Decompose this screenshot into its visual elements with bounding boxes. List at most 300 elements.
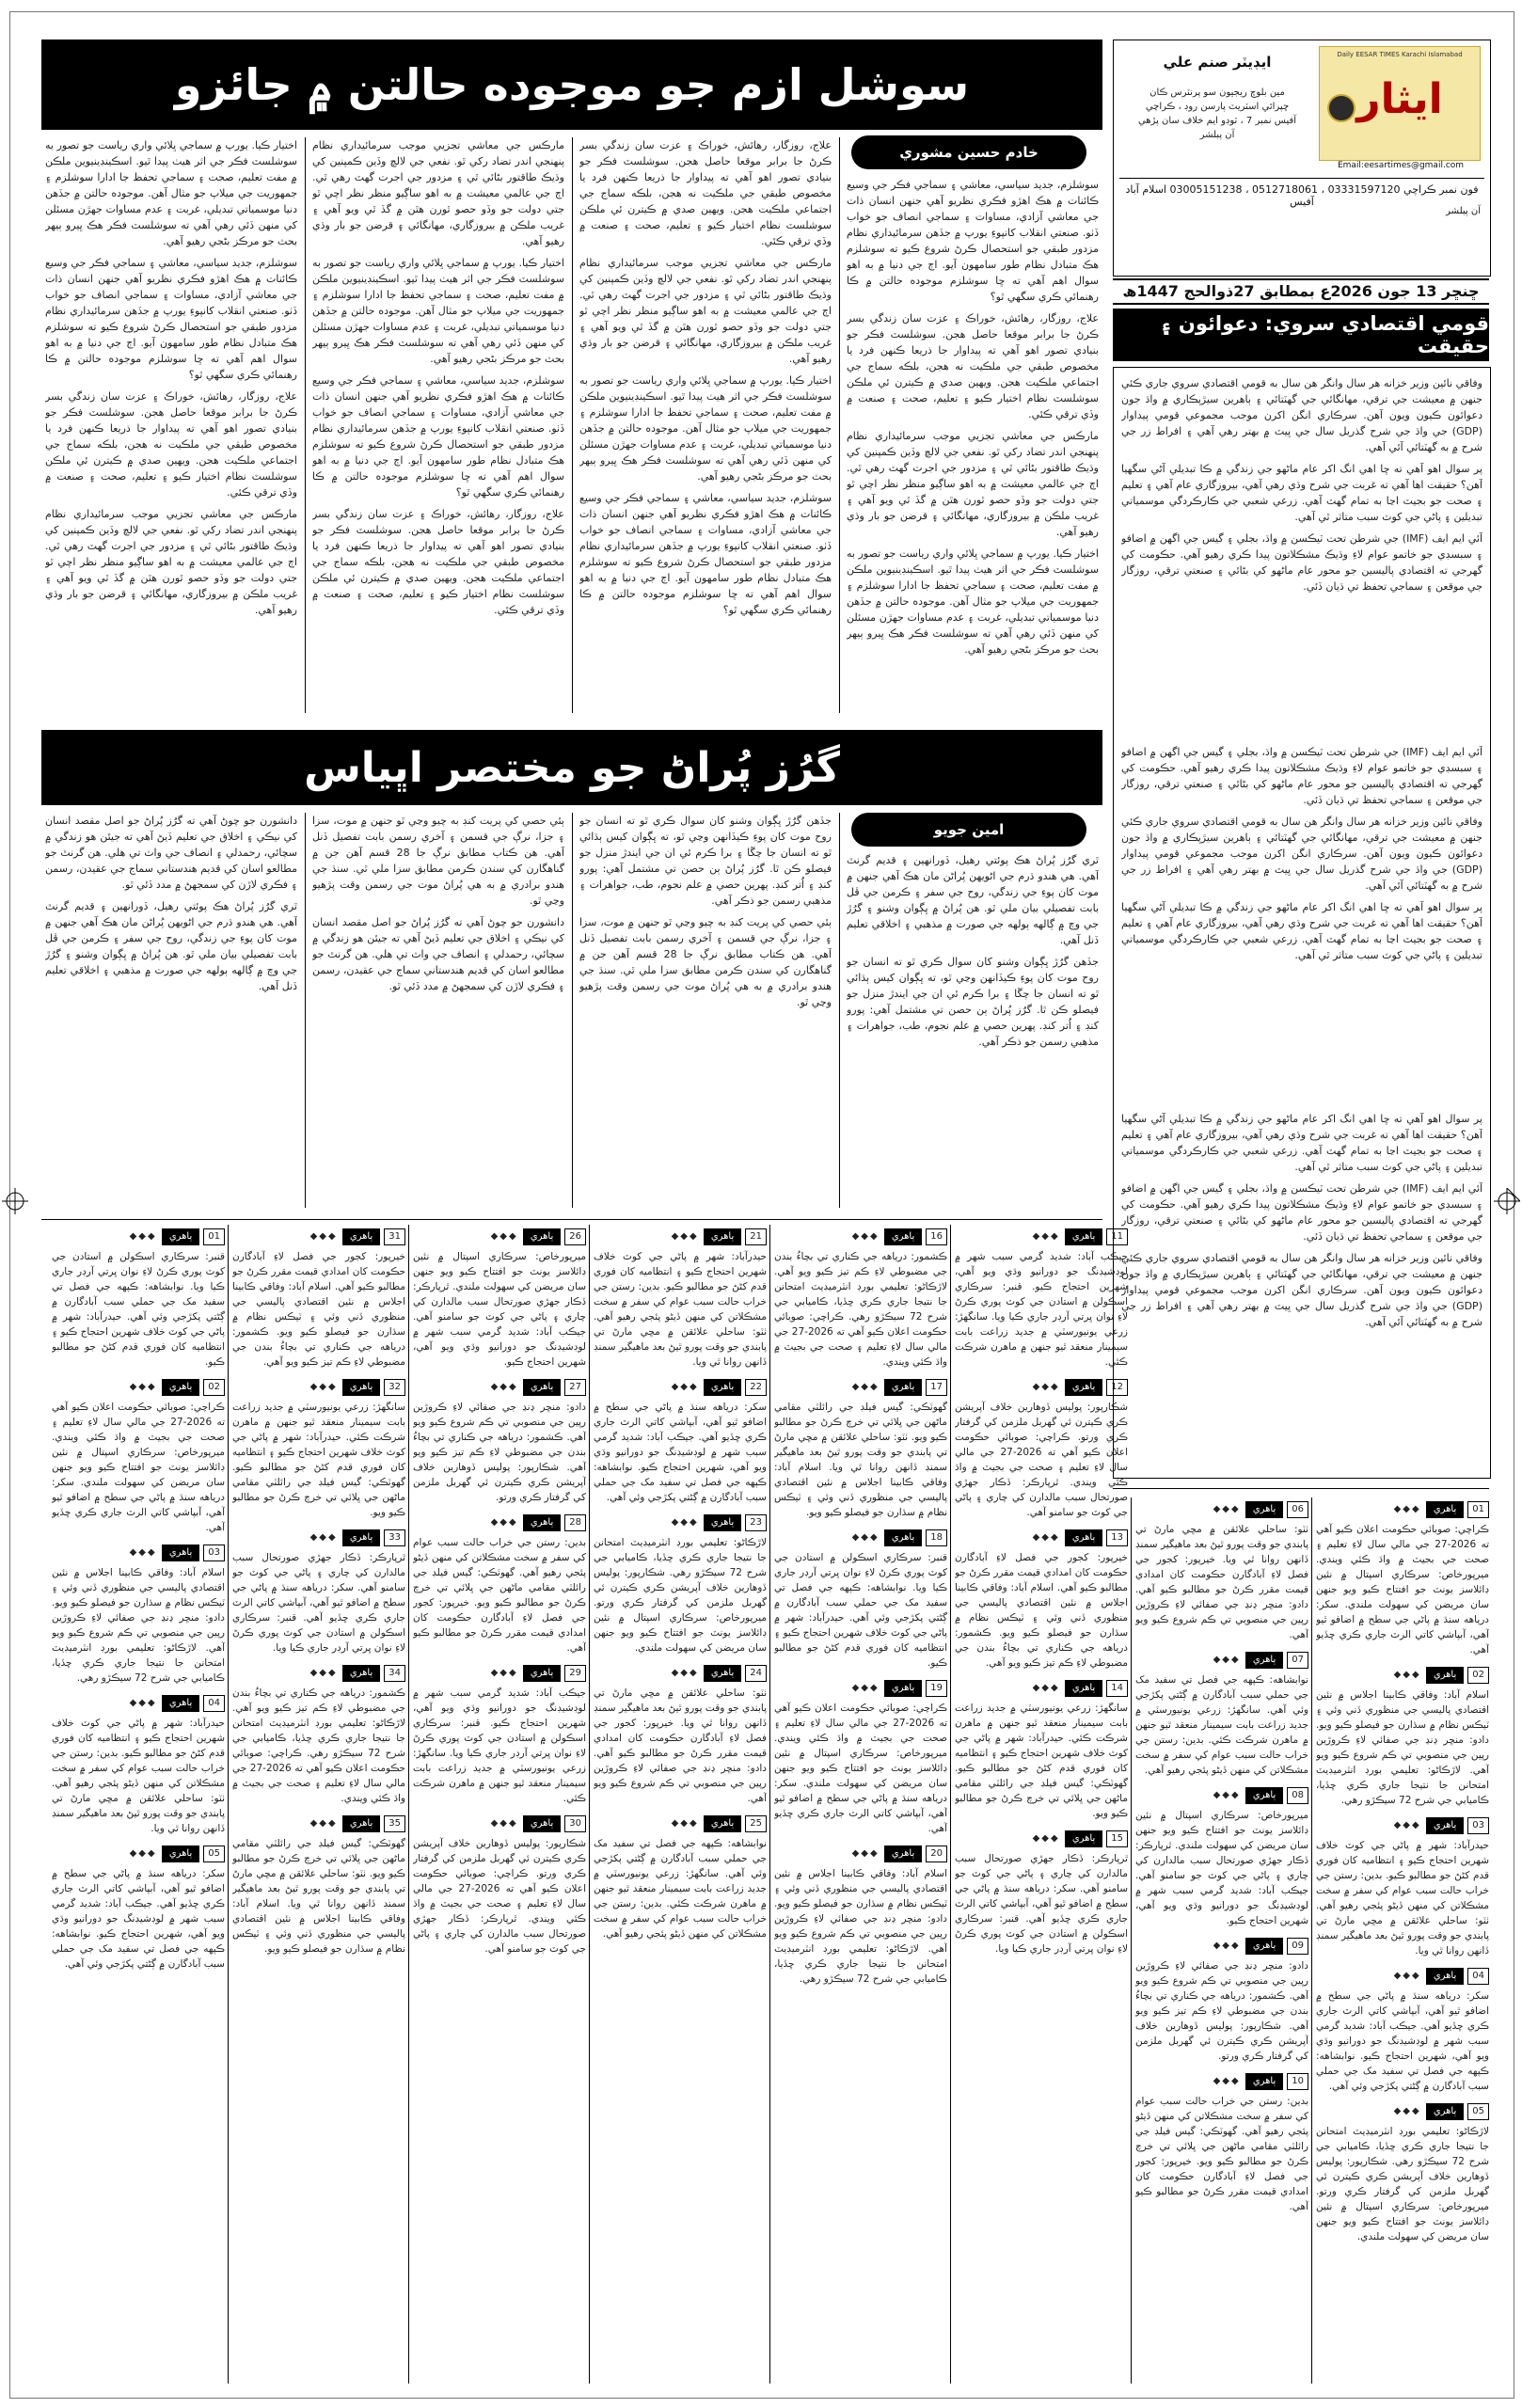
news-brief-number: 11 — [1106, 1228, 1128, 1245]
news-brief-text: سانگهڙ: زرعي يونيورسٽي ۾ جديد زراعت بابت سيمينار منعقد ٿيو جنهن ۾ ماهرن شرڪت ڪئي. حيدرآباد: شهر ۾ پاڻي جي کوٽ خلاف شهرين احتجاج ڪيو ۽ انتظاميه کان فوري قدم کڻڻ جو مطالبو ڪيو. گهوٽڪي: گيس فيلڊ جي رائلٽي مقامي ماڻهن جي ڀلائي تي خرچ ڪرڻ جو مطالبو ڪيو ويو. — [955, 1703, 1128, 1819]
paragraph: آئي ايم ايف (IMF) جي شرطن تحت ٽيڪسن ۾ واڌ، بجلي ۽ گيس جي اگهن ۾ اضافو ۽ سبسڊي جو خاتمو عوام لاءِ وڌيڪ مشڪلاتون پيدا ڪري رهيو آهي. حڪومت کي گهرجي ته اقتصادي پاليسين جو محور عام ماڻهو کي بڻائي ۽ صنعتي ترقي، روزگار جي موقعن ۽ سماجي تحفظ تي ڌيان ڏئي. — [1121, 1182, 1482, 1243]
phone-line — [1119, 183, 1484, 208]
news-brief — [232, 1225, 405, 1370]
news-brief-text: گهوٽڪي: گيس فيلڊ جي رائلٽي مقامي ماڻهن جي ڀلائي تي خرچ ڪرڻ جو مطالبو ڪيو ويو. ٺٽو: ساحلي علائقن ۾ مڇي مارڻ تي پابندي جو وقت پورو ٿيڻ بعد ماهيگير سمنڊ ڏانهن روانا ٿي ويا. اسلام آباد: وفاقي ڪابينا اجلاس ۾ نئين اقتصادي پاليسي جي منظوري ڏني وئي ۽ ٽيڪس نظام ۾ سڌارن جو فيصلو ڪيو ويو. — [774, 1402, 947, 1518]
news-brief-header — [232, 1812, 405, 1836]
news-brief — [413, 1225, 586, 1370]
side-article-col-2 — [1121, 744, 1482, 1101]
paragraph: دانشورن جو چوڻ آهي ته گرُز پُراڻ جو اصل مقصد انسان کي نيڪي ۽ اخلاق جي تعليم ڏيڻ آهي ته جيئن هو زندگي ۾ سچائي، رحمدلي ۽ انصاف جي واٽ تي هلي. هن گرنٿ جو مطالعو اسان کي قديم هندستاني سماج جي عقيدن، رسمن ۽ فڪري لاڙن کي سمجهڻ ۾ مدد ڏئي ٿو. — [45, 815, 297, 891]
news-brief-text: ڪراچي: صوبائي حڪومت اعلان ڪيو آهي ته 2026-27 جي مالي سال لاءِ تعليم ۽ صحت جي بجيٽ ۾ واڌ ڪئي ويندي. ميرپورخاص: سرڪاري اسپتال ۾ نئين ڊائلاسز يونٽ جو افتتاح ڪيو ويو جنهن سان مريضن کي سهولت ملندي. سکر: درياهه سنڌ ۾ پاڻي جي سطح ۾ اضافو ٿيو آهي، آبپاشي کاتي الرٽ جاري ڪري ڇڏيو آهي. — [774, 1703, 947, 1834]
news-brief-header — [774, 1375, 947, 1400]
column-rule — [950, 1225, 951, 2384]
address-line: آفيس نمبر 7 ، ٽوڊو ايم خلاف سان پڙهي — [1137, 116, 1297, 126]
paragraph: پر سوال اهو آهي ته ڇا اهي انگ اکر عام ماڻهو جي زندگي ۾ ڪا تبديلي آڻي سگهيا آهن؟ حقيقت اها آهي ته غربت جي شرح وڌي رهي آهي، بيروزگاري عام آهي ۽ تعليم ۽ صحت جو بجيٽ اڃا به تمام گهٽ آهي. زرعي شعبي جي ڪارڪردگي موسمياتي تبديلين ۽ پاڻي جي کوٽ سبب متاثر ٿي آهي. — [1121, 901, 1482, 961]
news-brief-stars: ◆◆◆ — [1213, 1655, 1245, 1665]
news-brief-tag: ٻاهري — [704, 1514, 741, 1531]
news-brief-number: 35 — [384, 1815, 405, 1832]
news-brief-header — [52, 1842, 225, 1866]
news-brief-text: نوابشاهه: ڪپهه جي فصل تي سفيد مک جي حملي سبب آبادگارن ۾ ڳڻتي پکڙجي وئي آهي. سانگهڙ: زرعي يونيورسٽي ۾ جديد زراعت بابت سيمينار منعقد ٿيو جنهن ۾ ماهرن شرڪت ڪئي. بدين: رستن جي خراب حالت سبب عوام کي سفر ۾ سخت مشڪلاتن کي منهن ڏيڻو پئجي رهيو آهي. — [594, 1838, 767, 1940]
news-brief-text: بدين: رستن جي خراب حالت سبب عوام کي سفر ۾ سخت مشڪلاتن کي منهن ڏيڻو پئجي رهيو آهي. گهوٽڪي: گيس فيلڊ جي رائلٽي مقامي ماڻهن جي ڀلائي تي خرچ ڪرڻ جو مطالبو ڪيو ويو. خيرپور: کجور جي فصل لاءِ آبادگارن حڪومت کان امدادي قيمت مقرر ڪرڻ جو مطالبو ڪيو آهي. — [1135, 2096, 1308, 2212]
news-brief — [1316, 1814, 1489, 1958]
news-brief-column — [232, 1225, 405, 2384]
news-brief — [232, 1812, 405, 1956]
news-brief-stars: ◆◆◆ — [129, 1547, 162, 1558]
news-brief-text: اسلام آباد: وفاقي ڪابينا اجلاس ۾ نئين اقتصادي پاليسي جي منظوري ڏني وئي ۽ ٽيڪس نظام ۾ سڌارن جو فيصلو ڪيو ويو. دادو: منڇر ڍنڍ جي صفائي لاءِ ڪروڙين رپين جي منصوبي تي ڪم شروع ڪيو ويو آهي. لاڙڪاڻو: تعليمي بورڊ انٽرميڊيٽ امتحانن جا نتيجا جاري ڪري ڇڏيا، ڪاميابي جي شرح 72 سيڪڙو رهي. — [774, 1868, 947, 1985]
news-brief — [413, 1511, 586, 1656]
paragraph: پر سوال اهو آهي ته ڇا اهي انگ اکر عام ماڻهو جي زندگي ۾ ڪا تبديلي آڻي سگهيا آهن؟ حقيقت اها آهي ته غربت جي شرح وڌي رهي آهي، بيروزگاري عام آهي ۽ تعليم ۽ صحت جو بجيٽ اڃا به تمام گهٽ آهي. زرعي شعبي جي ڪارڪردگي موسمياتي تبديلين ۽ پاڻي جي کوٽ سبب متاثر ٿي آهي. — [1121, 1113, 1482, 1173]
paragraph: ٿري گرُز پُراڻ هڪ پوئتي رهيل، ڏورانهين ۽ قديم گرنٿ آهي. هي هندو ڌرم جي اڻويهن پُراڻن مان هڪ آهي جنهن ۾ موت کان پوءِ جي زندگي، روح جي سفر ۽ ڪرمن جي ڦل بابت تفصيلي بيان ملي ٿو. هن پُراڻ ۾ ڀڳوان وشنو ۽ گرُڙ جي وچ ۾ ڳالهه ٻولهه جي صورت ۾ مذهبي ۽ اخلاقي تعليم ڏنل آهي. — [847, 854, 1099, 946]
second-article — [41, 809, 1102, 1213]
news-brief-stars: ◆◆◆ — [129, 1382, 162, 1392]
paragraph: سوشلزم، جديد سياسي، معاشي ۽ سماجي فڪر جي وسيع ڪائنات ۾ هڪ اهڙو فڪري نظريو آهي جنهن انسان ذات جي معاشي آزادي، مساوات ۽ سماجي انصاف جو خواب ڏٺو. صنعتي انقلاب کانپوءِ يورپ ۾ جڏهن سرمائيداري نظام مزدور طبقي جو استحصال ڪرڻ شروع ڪيو ته سوشلزم هڪ متبادل نظام طور سامهون آيو. اڄ جي دنيا ۾ به اهو سوال اهم آهي ته ڇا سوشلزم موجوده حالتن ۾ ڪا رهنمائي ڪري سگهي ٿو؟ — [847, 179, 1099, 303]
registration-mark-left-icon — [2, 1188, 28, 1214]
news-brief-text: شڪارپور: پوليس ڏوهارين خلاف آپريشن ڪري ڪيترن ئي گهربل ملزمن کي گرفتار ڪري ورتو. ڪراچي: صوبائي حڪومت اعلان ڪيو آهي ته 2026-27 جي مالي سال لاءِ تعليم ۽ صحت جي بجيٽ ۾ واڌ ڪئي ويندي. ٿرپارڪر: ڏڪار جهڙي صورتحال سبب مالدارن کي چاري ۽ پاڻي جي کوٽ جو سامنو آهي. — [955, 1402, 1128, 1518]
news-brief-tag: ٻاهري — [342, 1665, 380, 1682]
column-rule — [1131, 1497, 1132, 2384]
news-brief-text: لاڙڪاڻو: تعليمي بورڊ انٽرميڊيٽ امتحانن جا نتيجا جاري ڪري ڇڏيا، ڪاميابي جي شرح 72 سيڪڙو رهي. شڪارپور: پوليس ڏوهارين خلاف آپريشن ڪري ڪيترن ئي گهربل ملزمن کي گرفتار ڪري ورتو. ميرپورخاص: سرڪاري اسپتال ۾ نئين ڊائلاسز يونٽ جو افتتاح ڪيو ويو جنهن سان مريضن کي سهولت ملندي. — [1316, 2126, 1489, 2242]
second-byline: امين جويو — [851, 813, 1086, 847]
news-brief-header — [594, 1661, 767, 1686]
news-brief-number: 12 — [1106, 1379, 1128, 1396]
news-brief-text: سکر: درياهه سنڌ ۾ پاڻي جي سطح ۾ اضافو ٿيو آهي، آبپاشي کاتي الرٽ جاري ڪري ڇڏيو آهي. جيڪب آباد: شديد گرمي سبب شهر ۾ لوڊشيڊنگ جو دورانيو وڌي ويو آهي، شهرين احتجاج ڪيو. نوابشاهه: ڪپهه جي فصل تي سفيد مک جي حملي سبب آبادگارن ۾ ڳڻتي پکڙجي وئي آهي. — [1316, 1990, 1489, 2092]
news-brief-text: سکر: درياهه سنڌ ۾ پاڻي جي سطح ۾ اضافو ٿيو آهي، آبپاشي کاتي الرٽ جاري ڪري ڇڏيو آهي. جيڪب آباد: شديد گرمي سبب شهر ۾ لوڊشيڊنگ جو دورانيو وڌي ويو آهي، شهرين احتجاج ڪيو. نوابشاهه: ڪپهه جي فصل تي سفيد مک جي حملي سبب آبادگارن ۾ ڳڻتي پکڙجي وئي آهي. — [52, 1868, 225, 1970]
news-brief — [594, 1375, 767, 1505]
news-brief-stars: ◆◆◆ — [309, 1382, 342, 1392]
main-article-col-4 — [45, 137, 297, 713]
news-brief-tag: ٻاهري — [1065, 1379, 1102, 1396]
news-brief-stars: ◆◆◆ — [490, 1668, 523, 1678]
news-brief-text: سانگهڙ: زرعي يونيورسٽي ۾ جديد زراعت بابت سيمينار منعقد ٿيو جنهن ۾ ماهرن شرڪت ڪئي. حيدرآباد: شهر ۾ پاڻي جي کوٽ خلاف شهرين احتجاج ڪيو ۽ انتظاميه کان فوري قدم کڻڻ جو مطالبو ڪيو. گهوٽڪي: گيس فيلڊ جي رائلٽي مقامي ماڻهن جي ڀلائي تي خرچ ڪرڻ جو مطالبو ڪيو ويو. — [232, 1402, 405, 1518]
news-brief-number: 08 — [1287, 1787, 1308, 1804]
news-brief-stars: ◆◆◆ — [851, 1382, 884, 1392]
address-line: آن پبلشر — [1199, 130, 1235, 140]
news-brief-tag: ٻاهري — [162, 1695, 199, 1712]
news-brief — [774, 1676, 947, 1836]
masthead — [1113, 40, 1491, 277]
second-article-col-3 — [312, 813, 564, 1208]
news-brief-number: 16 — [926, 1228, 947, 1245]
news-brief-column — [1316, 1497, 1489, 2384]
paragraph: اختيار ڪيا. يورپ ۾ سماجي ڀلائي واري رياست جو تصور به سوشلسٽ فڪر جي اثر هيٺ پيدا ٿيو. اسڪينڊينيوين ملڪن ۾ مفت تعليم، صحت ۽ سماجي تحفظ جا ادارا سوشلزم ۽ جمهوريت جي ميلاپ جو مثال آهن. موجوده حالتن ۾ جڏهن دنيا موسمياتي تبديلي، غربت ۽ عدم مساوات جهڙن مسئلن کي منهن ڏئي رهي آهي ته سوشلسٽ فڪر هڪ ڀيرو ٻيهر بحث جو مرڪز بڻجي رهيو آهي. — [45, 139, 297, 247]
news-brief-header — [774, 1225, 947, 1249]
news-brief-tag: ٻاهري — [523, 1665, 561, 1682]
news-brief-number: 31 — [384, 1228, 405, 1245]
news-brief-header — [594, 1375, 767, 1400]
news-brief-number: 09 — [1287, 1938, 1308, 1955]
news-brief-header — [232, 1526, 405, 1550]
news-brief-header — [955, 1526, 1128, 1550]
news-brief-column — [52, 1225, 225, 2384]
news-brief-number: 25 — [745, 1815, 767, 1832]
column-rule — [1311, 1497, 1312, 2384]
news-brief-stars: ◆◆◆ — [1032, 1532, 1065, 1543]
news-brief-text: جيڪب آباد: شديد گرمي سبب شهر ۾ لوڊشيڊنگ جو دورانيو وڌي ويو آهي، شهرين احتجاج ڪيو. قنبر: سرڪاري اسڪولن ۾ استادن جي کوٽ پوري ڪرڻ لاءِ نوان ڀرتي آرڊر جاري ڪيا ويا. سانگهڙ: زرعي يونيورسٽي ۾ جديد زراعت بابت سيمينار منعقد ٿيو جنهن ۾ ماهرن شرڪت ڪئي. — [955, 1251, 1128, 1368]
news-brief-tag: ٻاهري — [704, 1815, 741, 1832]
column-rule — [839, 813, 840, 1208]
news-brief-text: ميرپورخاص: سرڪاري اسپتال ۾ نئين ڊائلاسز يونٽ جو افتتاح ڪيو ويو جنهن سان مريضن کي سهولت ملندي. ٿرپارڪر: ڏڪار جهڙي صورتحال سبب مالدارن کي چاري ۽ پاڻي جي کوٽ جو سامنو آهي. جيڪب آباد: شديد گرمي سبب شهر ۾ لوڊشيڊنگ جو دورانيو وڌي ويو آهي، شهرين احتجاج ڪيو. — [1135, 1810, 1308, 1926]
news-brief-header — [232, 1661, 405, 1686]
news-brief-tag: ٻاهري — [704, 1379, 741, 1396]
news-brief-stars: ◆◆◆ — [1393, 1820, 1426, 1830]
news-brief-number: 14 — [1106, 1680, 1128, 1697]
address-line: ڇپرائي اسٽريٽ پارسن روڊ ، ڪراچي — [1145, 102, 1290, 112]
news-brief-header — [1135, 1783, 1308, 1808]
side-article-col-1 — [1121, 375, 1482, 733]
news-brief-header — [1316, 1497, 1489, 1522]
news-brief — [413, 1375, 586, 1505]
news-brief-text: حيدرآباد: شهر ۾ پاڻي جي کوٽ خلاف شهرين احتجاج ڪيو ۽ انتظاميه کان فوري قدم کڻڻ جو مطالبو ڪيو. بدين: رستن جي خراب حالت سبب عوام کي سفر ۾ سخت مشڪلاتن کي منهن ڏيڻو پئجي رهيو آهي. ٺٽو: ساحلي علائقن ۾ مڇي مارڻ تي پابندي جو وقت پورو ٿيڻ بعد ماهيگير سمنڊ ڏانهن روانا ٿي ويا. — [594, 1251, 767, 1368]
news-brief-number: 03 — [1467, 1817, 1489, 1834]
news-brief-column — [413, 1225, 586, 2384]
news-brief-tag: ٻاهري — [523, 1514, 561, 1531]
news-brief — [232, 1661, 405, 1806]
paragraph: سوشلزم، جديد سياسي، معاشي ۽ سماجي فڪر جي وسيع ڪائنات ۾ هڪ اهڙو فڪري نظريو آهي جنهن انسان ذات جي معاشي آزادي، مساوات ۽ سماجي انصاف جو خواب ڏٺو. صنعتي انقلاب کانپوءِ يورپ ۾ جڏهن سرمائيداري نظام مزدور طبقي جو استحصال ڪرڻ شروع ڪيو ته سوشلزم هڪ متبادل نظام طور سامهون آيو. اڄ جي دنيا ۾ به اهو سوال اهم آهي ته ڇا سوشلزم موجوده حالتن ۾ ڪا رهنمائي ڪري سگهي ٿو؟ — [45, 257, 297, 381]
news-brief — [1135, 1497, 1308, 1642]
news-brief — [774, 1375, 947, 1520]
news-brief-tag: ٻاهري — [1426, 1667, 1464, 1684]
news-brief-number: 04 — [203, 1695, 225, 1712]
news-brief — [594, 1511, 767, 1656]
news-brief-header — [955, 1375, 1128, 1400]
news-brief-header — [413, 1812, 586, 1836]
news-brief-header — [1316, 2099, 1489, 2124]
news-brief-number: 01 — [203, 1228, 225, 1245]
news-brief-tag: ٻاهري — [342, 1815, 380, 1832]
news-brief-number: 20 — [926, 1846, 947, 1862]
news-brief-header — [232, 1375, 405, 1400]
news-brief-tag: ٻاهري — [704, 1665, 741, 1682]
paragraph: وفاقي نائين وزير خزانه هر سال وانگر هن سال به قومي اقتصادي سروي جاري ڪئي جنهن ۾ معيشت جي ترقي، مهانگائي جي گهٽتائي ۽ ٻاهرين سيڙپڪاري ۾ واڌ جون دعوائون ڪيون ويون آهن. سرڪاري انگن اکرن موجب مجموعي قومي پيداوار (GDP) جي واڌ جي شرح گذريل سال جي ڀيٽ ۾ بهتر رهي آهي ۽ افراط زر جي شرح ۾ به گهٽتائي آئي آهي. — [1121, 377, 1482, 453]
paragraph: علاج، روزگار، رهائش، خوراڪ ۽ عزت سان زندگي بسر ڪرڻ جا برابر موقعا حاصل هجن. سوشلسٽ فڪر جو بنيادي تصور اهو آهي ته پيداوار جا ذريعا ڪنهن فرد يا مخصوص طبقي جي ملڪيت نه هجن، بلڪه سماج جي اجتماعي ملڪيت هجن. ويهين صدي ۾ ڪيترن ئي ملڪن سوشلسٽ نظام اختيار ڪيو ۽ تعليم، صحت ۽ صنعت ۾ وڏي ترقي ڪئي. — [847, 312, 1099, 420]
news-brief-number: 26 — [564, 1228, 586, 1245]
paragraph: آئي ايم ايف (IMF) جي شرطن تحت ٽيڪسن ۾ واڌ، بجلي ۽ گيس جي اگهن ۾ اضافو ۽ سبسڊي جو خاتمو عوام لاءِ وڌيڪ مشڪلاتون پيدا ڪري رهيو آهي. حڪومت کي گهرجي ته اقتصادي پاليسين جو محور عام ماڻهو کي بڻائي ۽ صنعتي ترقي، روزگار جي موقعن ۽ سماجي تحفظ تي ڌيان ڏئي. — [1121, 746, 1482, 806]
news-brief-stars: ◆◆◆ — [309, 1231, 342, 1242]
news-brief-text: بدين: رستن جي خراب حالت سبب عوام کي سفر ۾ سخت مشڪلاتن کي منهن ڏيڻو پئجي رهيو آهي. گهوٽڪي: گيس فيلڊ جي رائلٽي مقامي ماڻهن جي ڀلائي تي خرچ ڪرڻ جو مطالبو ڪيو ويو. خيرپور: کجور جي فصل لاءِ آبادگارن حڪومت کان امدادي قيمت مقرر ڪرڻ جو مطالبو ڪيو آهي. — [413, 1537, 586, 1654]
side-headline: قومي اقتصادي سروي: دعوائون ۽ حقيقت — [1113, 309, 1489, 361]
news-brief-number: 06 — [1287, 1501, 1308, 1518]
news-brief-header — [594, 1812, 767, 1836]
news-brief — [774, 1526, 947, 1671]
news-brief-number: 34 — [384, 1665, 405, 1682]
news-brief-header — [52, 1225, 225, 1249]
news-brief — [1316, 2099, 1489, 2244]
news-brief-number: 22 — [745, 1379, 767, 1396]
second-article-col-2 — [579, 813, 832, 1208]
news-brief-text: ٿرپارڪر: ڏڪار جهڙي صورتحال سبب مالدارن کي چاري ۽ پاڻي جي کوٽ جو سامنو آهي. سکر: درياهه سنڌ ۾ پاڻي جي سطح ۾ اضافو ٿيو آهي، آبپاشي کاتي الرٽ جاري ڪري ڇڏيو آهي. قنبر: سرڪاري اسڪولن ۾ استادن جي کوٽ پوري ڪرڻ لاءِ نوان ڀرتي آرڊر جاري ڪيا ويا. — [955, 1853, 1128, 1955]
news-brief-stars: ◆◆◆ — [1393, 2106, 1426, 2116]
news-brief-column — [955, 1225, 1128, 2384]
news-brief-number: 18 — [926, 1529, 947, 1546]
news-brief-header — [594, 1511, 767, 1535]
news-brief-stars: ◆◆◆ — [1032, 1382, 1065, 1392]
column-rule — [228, 1225, 229, 2384]
column-rule — [589, 1225, 590, 2384]
news-brief-stars: ◆◆◆ — [851, 1532, 884, 1543]
news-brief — [1135, 1648, 1308, 1778]
date-line: ڇنڇر 13 جون 2026ع بمطابق 27ذوالحج 1447ھ — [1113, 278, 1489, 305]
news-brief — [1316, 1964, 1489, 2094]
news-brief-header — [413, 1225, 586, 1249]
news-brief-tag: ٻاهري — [1065, 1830, 1102, 1847]
news-brief-stars: ◆◆◆ — [851, 1683, 884, 1693]
news-brief — [955, 1375, 1128, 1520]
news-brief-stars: ◆◆◆ — [309, 1668, 342, 1678]
paragraph: علاج، روزگار، رهائش، خوراڪ ۽ عزت سان زندگي بسر ڪرڻ جا برابر موقعا حاصل هجن. سوشلسٽ فڪر جو بنيادي تصور اهو آهي ته پيداوار جا ذريعا ڪنهن فرد يا مخصوص طبقي جي ملڪيت نه هجن، بلڪه سماج جي اجتماعي ملڪيت هجن. ويهين صدي ۾ ڪيترن ئي ملڪن سوشلسٽ نظام اختيار ڪيو ۽ تعليم، صحت ۽ صنعت ۾ وڏي ترقي ڪئي. — [312, 508, 564, 616]
news-brief — [955, 1827, 1128, 1956]
news-brief-tag: ٻاهري — [162, 1846, 199, 1862]
news-brief-header — [232, 1225, 405, 1249]
email-line: Email:eesartimes@gmail.com — [1337, 161, 1465, 170]
paragraph: ٿري گرُز پُراڻ هڪ پوئتي رهيل، ڏورانهين ۽ قديم گرنٿ آهي. هي هندو ڌرم جي اڻويهن پُراڻن مان هڪ آهي جنهن ۾ موت کان پوءِ جي زندگي، روح جي سفر ۽ ڪرمن جي ڦل بابت تفصيلي بيان ملي ٿو. هن پُراڻ ۾ ڀڳوان وشنو ۽ گرُڙ جي وچ ۾ ڳالهه ٻولهه جي صورت ۾ مذهبي ۽ اخلاقي تعليم ڏنل آهي. — [45, 900, 297, 992]
main-article-col-2 — [579, 137, 832, 713]
news-brief-number: 05 — [203, 1846, 225, 1862]
news-brief-tag: ٻاهري — [1245, 1938, 1283, 1955]
paragraph: جڏهن گرُڙ ڀڳوان وشنو کان سوال ڪري ٿو ته انسان جو روح موت کان پوءِ ڪيڏانهن وڃي ٿو، ته ڀڳوان کيس ٻڌائي ٿو ته انسان جا چڱا ۽ برا ڪرم ئي ان جي ايندڙ منزل جو فيصلو ڪن ٿا. گرُز پُراڻ ٻن حصن تي مشتمل آهي: پورو کنڊ ۽ اُتر کنڊ. پهرين حصي ۾ علم نجوم، طب، جواهرات ۽ مذهبي رسمن جو ذڪر آهي. — [579, 815, 832, 907]
news-brief — [594, 1661, 767, 1806]
logo-box — [1319, 46, 1481, 161]
news-brief-stars: ◆◆◆ — [1213, 1941, 1245, 1951]
main-byline: خادم حسين مشوري — [851, 135, 1086, 169]
news-brief — [594, 1225, 767, 1370]
main-article-col-3 — [312, 137, 564, 713]
news-brief-tag: ٻاهري — [162, 1545, 199, 1561]
column-rule — [572, 137, 573, 713]
news-brief — [1316, 1663, 1489, 1808]
news-brief-header — [52, 1691, 225, 1716]
news-brief-tag: ٻاهري — [523, 1815, 561, 1832]
second-headline: گرُز پُراڻ جو مختصر اڀياس — [41, 730, 1102, 805]
column-rule — [572, 813, 573, 1208]
news-brief — [413, 1812, 586, 1956]
news-brief — [52, 1375, 225, 1535]
news-brief-stars: ◆◆◆ — [671, 1818, 704, 1829]
news-brief-tag: ٻاهري — [162, 1228, 199, 1245]
news-brief-header — [52, 1541, 225, 1565]
main-article — [41, 134, 1102, 717]
paragraph: وفاقي نائين وزير خزانه هر سال وانگر هن سال به قومي اقتصادي سروي جاري ڪئي جنهن ۾ معيشت جي ترقي، مهانگائي جي گهٽتائي ۽ ٻاهرين سيڙپڪاري ۾ واڌ جون دعوائون ڪيون ويون آهن. سرڪاري انگن اکرن موجب مجموعي قومي پيداوار (GDP) جي واڌ جي شرح گذريل سال جي ڀيٽ ۾ بهتر رهي آهي ۽ افراط زر جي شرح ۾ به گهٽتائي آئي آهي. — [1121, 1252, 1482, 1328]
news-brief-number: 28 — [564, 1514, 586, 1531]
news-brief-tag: ٻاهري — [1426, 1501, 1464, 1518]
masthead-divider — [1119, 178, 1484, 179]
news-brief-stars: ◆◆◆ — [671, 1231, 704, 1242]
news-brief-header — [1135, 2069, 1308, 2094]
paragraph: اختيار ڪيا. يورپ ۾ سماجي ڀلائي واري رياست جو تصور به سوشلسٽ فڪر جي اثر هيٺ پيدا ٿيو. اسڪينڊينيوين ملڪن ۾ مفت تعليم، صحت ۽ سماجي تحفظ جا ادارا سوشلزم ۽ جمهوريت جي ميلاپ جو مثال آهن. موجوده حالتن ۾ جڏهن دنيا موسمياتي تبديلي، غربت ۽ عدم مساوات جهڙن مسئلن کي منهن ڏئي رهي آهي ته سوشلسٽ فڪر هڪ ڀيرو ٻيهر بحث جو مرڪز بڻجي رهيو آهي. — [579, 374, 832, 483]
news-brief-number: 10 — [1287, 2073, 1308, 2090]
news-brief-stars: ◆◆◆ — [490, 1231, 523, 1242]
news-brief-number: 32 — [384, 1379, 405, 1396]
news-brief-tag: ٻاهري — [1065, 1680, 1102, 1697]
news-brief-stars: ◆◆◆ — [1032, 1833, 1065, 1844]
paragraph: آئي ايم ايف (IMF) جي شرطن تحت ٽيڪسن ۾ واڌ، بجلي ۽ گيس جي اگهن ۾ اضافو ۽ سبسڊي جو خاتمو عوام لاءِ وڌيڪ مشڪلاتون پيدا ڪري رهيو آهي. حڪومت کي گهرجي ته اقتصادي پاليسين جو محور عام ماڻهو کي بڻائي ۽ صنعتي ترقي، روزگار جي موقعن ۽ سماجي تحفظ تي ڌيان ڏئي. — [1121, 532, 1482, 593]
news-brief-tag: ٻاهري — [523, 1379, 561, 1396]
news-brief-text: حيدرآباد: شهر ۾ پاڻي جي کوٽ خلاف شهرين احتجاج ڪيو ۽ انتظاميه کان فوري قدم کڻڻ جو مطالبو ڪيو. بدين: رستن جي خراب حالت سبب عوام کي سفر ۾ سخت مشڪلاتن کي منهن ڏيڻو پئجي رهيو آهي. ٺٽو: ساحلي علائقن ۾ مڇي مارڻ تي پابندي جو وقت پورو ٿيڻ بعد ماهيگير سمنڊ ڏانهن روانا ٿي ويا. — [52, 1718, 225, 1834]
news-brief-header — [774, 1676, 947, 1701]
news-brief-text: ڪراچي: صوبائي حڪومت اعلان ڪيو آهي ته 2026-27 جي مالي سال لاءِ تعليم ۽ صحت جي بجيٽ ۾ واڌ ڪئي ويندي. ميرپورخاص: سرڪاري اسپتال ۾ نئين ڊائلاسز يونٽ جو افتتاح ڪيو ويو جنهن سان مريضن کي سهولت ملندي. سکر: درياهه سنڌ ۾ پاڻي جي سطح ۾ اضافو ٿيو آهي، آبپاشي کاتي الرٽ جاري ڪري ڇڏيو آهي. — [52, 1402, 225, 1533]
news-brief-stars: ◆◆◆ — [129, 1231, 162, 1242]
main-headline: سوشل ازم جو موجوده حالتن ۾ جائزو — [41, 40, 1102, 130]
news-brief-text: اسلام آباد: وفاقي ڪابينا اجلاس ۾ نئين اقتصادي پاليسي جي منظوري ڏني وئي ۽ ٽيڪس نظام ۾ سڌارن جو فيصلو ڪيو ويو. دادو: منڇر ڍنڍ جي صفائي لاءِ ڪروڙين رپين جي منصوبي تي ڪم شروع ڪيو ويو آهي. لاڙڪاڻو: تعليمي بورڊ انٽرميڊيٽ امتحانن جا نتيجا جاري ڪري ڇڏيا، ڪاميابي جي شرح 72 سيڪڙو رهي. — [52, 1567, 225, 1684]
news-brief-stars: ◆◆◆ — [1032, 1683, 1065, 1693]
news-brief-header — [774, 1526, 947, 1550]
news-brief-tag: ٻاهري — [1426, 1968, 1464, 1985]
news-brief-stars: ◆◆◆ — [1393, 1670, 1426, 1680]
column-rule — [305, 137, 306, 713]
paragraph: ٻئي حصي کي پريت کنڊ به چيو وڃي ٿو جنهن ۾ موت، سزا ۽ جزا، نرڳ جي قسمن ۽ آخري رسمن بابت تفصيل ڏنل آهي. هن ڪتاب مطابق نرڳ جا 28 قسم آهن جن ۾ گناهگارن کي سندن ڪرمن مطابق سزا ملي ٿي. سنڌ جي هندو برادري ۾ به هي پُراڻ موت جي رسمن وقت پڙهيو وڃي ٿو. — [579, 916, 832, 1008]
news-brief — [774, 1842, 947, 1987]
news-brief-tag: ٻاهري — [884, 1379, 922, 1396]
paragraph: پر سوال اهو آهي ته ڇا اهي انگ اکر عام ماڻهو جي زندگي ۾ ڪا تبديلي آڻي سگهيا آهن؟ حقيقت اها آهي ته غربت جي شرح وڌي رهي آهي، بيروزگاري عام آهي ۽ تعليم ۽ صحت جو بجيٽ اڃا به تمام گهٽ آهي. زرعي شعبي جي ڪارڪردگي موسمياتي تبديلين ۽ پاڻي جي کوٽ سبب متاثر ٿي آهي. — [1121, 463, 1482, 523]
news-brief — [1316, 1497, 1489, 1657]
news-brief-text: دادو: منڇر ڍنڍ جي صفائي لاءِ ڪروڙين رپين جي منصوبي تي ڪم شروع ڪيو ويو آهي. ڪشمور: درياهه جي ڪناري تي بچاءُ بندن جي مضبوطي لاءِ ڪم تيز ڪيو ويو آهي. شڪارپور: پوليس ڏوهارين خلاف آپريشن ڪري ڪيترن ئي گهربل ملزمن کي گرفتار ڪري ورتو. — [413, 1402, 586, 1503]
news-brief-stars: ◆◆◆ — [851, 1848, 884, 1859]
news-brief-tag: ٻاهري — [1245, 2073, 1283, 2090]
news-brief — [774, 1225, 947, 1370]
newspaper-logo: ايثار — [1356, 75, 1443, 123]
news-brief-header — [955, 1827, 1128, 1851]
news-brief-text: خيرپور: کجور جي فصل لاءِ آبادگارن حڪومت کان امدادي قيمت مقرر ڪرڻ جو مطالبو ڪيو آهي. اسلام آباد: وفاقي ڪابينا اجلاس ۾ نئين اقتصادي پاليسي جي منظوري ڏني وئي ۽ ٽيڪس نظام ۾ سڌارن جو فيصلو ڪيو ويو. ڪشمور: درياهه جي ڪناري تي بچاءُ بندن جي مضبوطي لاءِ ڪم تيز ڪيو ويو آهي. — [232, 1251, 405, 1368]
news-brief-stars: ◆◆◆ — [671, 1668, 704, 1678]
news-brief-header — [774, 1842, 947, 1866]
news-brief-text: ڪشمور: درياهه جي ڪناري تي بچاءُ بندن جي مضبوطي لاءِ ڪم تيز ڪيو ويو آهي. لاڙڪاڻو: تعليمي بورڊ انٽرميڊيٽ امتحانن جا نتيجا جاري ڪري ڇڏيا، ڪاميابي جي شرح 72 سيڪڙو رهي. ڪراچي: صوبائي حڪومت اعلان ڪيو آهي ته 2026-27 جي مالي سال لاءِ تعليم ۽ صحت جي بجيٽ ۾ واڌ ڪئي ويندي. — [232, 1687, 405, 1804]
column-rule — [769, 1225, 770, 2384]
news-brief-text: ٺٽو: ساحلي علائقن ۾ مڇي مارڻ تي پابندي جو وقت پورو ٿيڻ بعد ماهيگير سمنڊ ڏانهن روانا ٿي ويا. خيرپور: کجور جي فصل لاءِ آبادگارن حڪومت کان امدادي قيمت مقرر ڪرڻ جو مطالبو ڪيو آهي. دادو: منڇر ڍنڍ جي صفائي لاءِ ڪروڙين رپين جي منصوبي تي ڪم شروع ڪيو ويو آهي. — [594, 1687, 767, 1804]
news-brief-number: 23 — [745, 1514, 767, 1531]
news-brief-header — [1135, 1648, 1308, 1672]
news-brief-tag: ٻاهري — [1245, 1652, 1283, 1669]
news-brief-header — [1316, 1964, 1489, 1988]
paragraph: سوشلزم، جديد سياسي، معاشي ۽ سماجي فڪر جي وسيع ڪائنات ۾ هڪ اهڙو فڪري نظريو آهي جنهن انسان ذات جي معاشي آزادي، مساوات ۽ سماجي انصاف جو خواب ڏٺو. صنعتي انقلاب کانپوءِ يورپ ۾ جڏهن سرمائيداري نظام مزدور طبقي جو استحصال ڪرڻ شروع ڪيو ته سوشلزم هڪ متبادل نظام طور سامهون آيو. اڄ جي دنيا ۾ به اهو سوال اهم آهي ته ڇا سوشلزم موجوده حالتن ۾ ڪا رهنمائي ڪري سگهي ٿو؟ — [312, 374, 564, 499]
paragraph: مارڪس جي معاشي تجزيي موجب سرمائيداري نظام پنهنجي اندر تضاد رکي ٿو. نفعي جي لالچ وڏين ڪمپنين کي وڌيڪ طاقتور بڻائي ٿي ۽ مزدور جي اجرت گهٽ رهي ٿي. اڄ جي عالمي معيشت ۾ به اهو ساڳيو منظر نظر اچي ٿو جتي دولت جو وڏو حصو ٿورن هٿن ۾ گڏ ٿي ويو آهي ۽ غريب ملڪن ۾ بيروزگاري، مهانگائي ۽ قرضن جو بار وڌي رهيو آهي. — [312, 139, 564, 247]
news-brief-number: 17 — [926, 1379, 947, 1396]
news-brief — [955, 1225, 1128, 1370]
news-brief-number: 21 — [745, 1228, 767, 1245]
address-block — [1123, 86, 1311, 142]
news-brief-text: دادو: منڇر ڍنڍ جي صفائي لاءِ ڪروڙين رپين جي منصوبي تي ڪم شروع ڪيو ويو آهي. ڪشمور: درياهه جي ڪناري تي بچاءُ بندن جي مضبوطي لاءِ ڪم تيز ڪيو ويو آهي. شڪارپور: پوليس ڏوهارين خلاف آپريشن ڪري ڪيترن ئي گهربل ملزمن کي گرفتار ڪري ورتو. — [1135, 1960, 1308, 2062]
column-rule — [839, 137, 840, 713]
news-brief-header — [1135, 1497, 1308, 1522]
news-brief — [52, 1842, 225, 1972]
news-brief-text: قنبر: سرڪاري اسڪولن ۾ استادن جي کوٽ پوري ڪرڻ لاءِ نوان ڀرتي آرڊر جاري ڪيا ويا. نوابشاهه: ڪپهه جي فصل تي سفيد مک جي حملي سبب آبادگارن ۾ ڳڻتي پکڙجي وئي آهي. حيدرآباد: شهر ۾ پاڻي جي کوٽ خلاف شهرين احتجاج ڪيو ۽ انتظاميه کان فوري قدم کڻڻ جو مطالبو ڪيو. — [774, 1552, 947, 1669]
news-brief-header — [1316, 1814, 1489, 1838]
news-brief-number: 29 — [564, 1665, 586, 1682]
news-brief-header — [955, 1676, 1128, 1701]
news-brief-tag: ٻاهري — [1065, 1228, 1102, 1245]
news-brief-header — [413, 1511, 586, 1535]
paragraph: علاج، روزگار، رهائش، خوراڪ ۽ عزت سان زندگي بسر ڪرڻ جا برابر موقعا حاصل هجن. سوشلسٽ فڪر جو بنيادي تصور اهو آهي ته پيداوار جا ذريعا ڪنهن فرد يا مخصوص طبقي جي ملڪيت نه هجن، بلڪه سماج جي اجتماعي ملڪيت هجن. ويهين صدي ۾ ڪيترن ئي ملڪن سوشلسٽ نظام اختيار ڪيو ۽ تعليم، صحت ۽ صنعت ۾ وڏي ترقي ڪئي. — [45, 390, 297, 499]
registration-mark-right-icon — [1494, 1188, 1520, 1214]
news-brief-text: گهوٽڪي: گيس فيلڊ جي رائلٽي مقامي ماڻهن جي ڀلائي تي خرچ ڪرڻ جو مطالبو ڪيو ويو. ٺٽو: ساحلي علائقن ۾ مڇي مارڻ تي پابندي جو وقت پورو ٿيڻ بعد ماهيگير سمنڊ ڏانهن روانا ٿي ويا. اسلام آباد: وفاقي ڪابينا اجلاس ۾ نئين اقتصادي پاليسي جي منظوري ڏني وئي ۽ ٽيڪس نظام ۾ سڌارن جو فيصلو ڪيو ويو. — [232, 1838, 405, 1955]
news-brief-header — [413, 1375, 586, 1400]
news-brief-text: ٺٽو: ساحلي علائقن ۾ مڇي مارڻ تي پابندي جو وقت پورو ٿيڻ بعد ماهيگير سمنڊ ڏانهن روانا ٿي ويا. خيرپور: کجور جي فصل لاءِ آبادگارن حڪومت کان امدادي قيمت مقرر ڪرڻ جو مطالبو ڪيو آهي. دادو: منڇر ڍنڍ جي صفائي لاءِ ڪروڙين رپين جي منصوبي تي ڪم شروع ڪيو ويو آهي. — [1135, 1524, 1308, 1640]
news-brief-text: اسلام آباد: وفاقي ڪابينا اجلاس ۾ نئين اقتصادي پاليسي جي منظوري ڏني وئي ۽ ٽيڪس نظام ۾ سڌارن جو فيصلو ڪيو ويو. دادو: منڇر ڍنڍ جي صفائي لاءِ ڪروڙين رپين جي منصوبي تي ڪم شروع ڪيو ويو آهي. لاڙڪاڻو: تعليمي بورڊ انٽرميڊيٽ امتحانن جا نتيجا جاري ڪري ڇڏيا، ڪاميابي جي شرح 72 سيڪڙو رهي. — [1316, 1689, 1489, 1806]
news-brief-text: جيڪب آباد: شديد گرمي سبب شهر ۾ لوڊشيڊنگ جو دورانيو وڌي ويو آهي، شهرين احتجاج ڪيو. قنبر: سرڪاري اسڪولن ۾ استادن جي کوٽ پوري ڪرڻ لاءِ نوان ڀرتي آرڊر جاري ڪيا ويا. سانگهڙ: زرعي يونيورسٽي ۾ جديد زراعت بابت سيمينار منعقد ٿيو جنهن ۾ ماهرن شرڪت ڪئي. — [413, 1687, 586, 1804]
news-brief-stars: ◆◆◆ — [671, 1517, 704, 1528]
news-brief-text: سکر: درياهه سنڌ ۾ پاڻي جي سطح ۾ اضافو ٿيو آهي، آبپاشي کاتي الرٽ جاري ڪري ڇڏيو آهي. جيڪب آباد: شديد گرمي سبب شهر ۾ لوڊشيڊنگ جو دورانيو وڌي ويو آهي، شهرين احتجاج ڪيو. نوابشاهه: ڪپهه جي فصل تي سفيد مک جي حملي سبب آبادگارن ۾ ڳڻتي پکڙجي وئي آهي. — [594, 1402, 767, 1503]
news-brief-stars: ◆◆◆ — [309, 1532, 342, 1543]
logo-globe-icon — [1327, 94, 1356, 122]
news-brief-column — [1135, 1497, 1308, 2384]
news-brief-tag: ٻاهري — [1426, 2103, 1464, 2120]
news-brief — [232, 1526, 405, 1656]
news-brief-stars: ◆◆◆ — [671, 1382, 704, 1392]
paragraph: اختيار ڪيا. يورپ ۾ سماجي ڀلائي واري رياست جو تصور به سوشلسٽ فڪر جي اثر هيٺ پيدا ٿيو. اسڪينڊينيوين ملڪن ۾ مفت تعليم، صحت ۽ سماجي تحفظ جا ادارا سوشلزم ۽ جمهوريت جي ميلاپ جو مثال آهن. موجوده حالتن ۾ جڏهن دنيا موسمياتي تبديلي، غربت ۽ عدم مساوات جهڙن مسئلن کي منهن ڏئي رهي آهي ته سوشلسٽ فڪر هڪ ڀيرو ٻيهر بحث جو مرڪز بڻجي رهيو آهي. — [847, 547, 1099, 656]
news-brief-stars: ◆◆◆ — [490, 1382, 523, 1392]
phone-label: فون نمبر ڪراچي — [1403, 183, 1479, 196]
news-brief-stars: ◆◆◆ — [490, 1517, 523, 1528]
news-brief-tag: ٻاهري — [342, 1529, 380, 1546]
paragraph: سوشلزم، جديد سياسي، معاشي ۽ سماجي فڪر جي وسيع ڪائنات ۾ هڪ اهڙو فڪري نظريو آهي جنهن انسان ذات جي معاشي آزادي، مساوات ۽ سماجي انصاف جو خواب ڏٺو. صنعتي انقلاب کانپوءِ يورپ ۾ جڏهن سرمائيداري نظام مزدور طبقي جو استحصال ڪرڻ شروع ڪيو ته سوشلزم هڪ متبادل نظام طور سامهون آيو. اڄ جي دنيا ۾ به اهو سوال اهم آهي ته ڇا سوشلزم موجوده حالتن ۾ ڪا رهنمائي ڪري سگهي ٿو؟ — [579, 492, 832, 616]
logo-sub: Daily EESAR TIMES Karachi Islamabad — [1337, 51, 1463, 58]
news-brief-number: 33 — [384, 1529, 405, 1546]
news-brief-number: 15 — [1106, 1830, 1128, 1847]
news-brief-tag: ٻاهري — [1065, 1529, 1102, 1546]
news-brief-text: ڪشمور: درياهه جي ڪناري تي بچاءُ بندن جي مضبوطي لاءِ ڪم تيز ڪيو ويو آهي. لاڙڪاڻو: تعليمي بورڊ انٽرميڊيٽ امتحانن جا نتيجا جاري ڪري ڇڏيا، ڪاميابي جي شرح 72 سيڪڙو رهي. ڪراچي: صوبائي حڪومت اعلان ڪيو آهي ته 2026-27 جي مالي سال لاءِ تعليم ۽ صحت جي بجيٽ ۾ واڌ ڪئي ويندي. — [774, 1251, 947, 1368]
news-brief-tag: ٻاهري — [884, 1680, 922, 1697]
news-brief — [413, 1661, 586, 1806]
news-brief-text: خيرپور: کجور جي فصل لاءِ آبادگارن حڪومت کان امدادي قيمت مقرر ڪرڻ جو مطالبو ڪيو آهي. اسلام آباد: وفاقي ڪابينا اجلاس ۾ نئين اقتصادي پاليسي جي منظوري ڏني وئي ۽ ٽيڪس نظام ۾ سڌارن جو فيصلو ڪيو ويو. ڪشمور: درياهه جي ڪناري تي بچاءُ بندن جي مضبوطي لاءِ ڪم تيز ڪيو ويو آهي. — [955, 1552, 1128, 1669]
news-brief-text: ڪراچي: صوبائي حڪومت اعلان ڪيو آهي ته 2026-27 جي مالي سال لاءِ تعليم ۽ صحت جي بجيٽ ۾ واڌ ڪئي ويندي. ميرپورخاص: سرڪاري اسپتال ۾ نئين ڊائلاسز يونٽ جو افتتاح ڪيو ويو جنهن سان مريضن کي سهولت ملندي. سکر: درياهه سنڌ ۾ پاڻي جي سطح ۾ اضافو ٿيو آهي، آبپاشي کاتي الرٽ جاري ڪري ڇڏيو آهي. — [1316, 1524, 1489, 1656]
news-brief-column — [774, 1225, 947, 2384]
column-rule — [305, 813, 306, 1208]
news-brief — [52, 1691, 225, 1836]
news-briefs-grid — [41, 1225, 1489, 2389]
news-brief-number: 05 — [1467, 2103, 1489, 2120]
news-brief-stars: ◆◆◆ — [129, 1698, 162, 1708]
news-brief-stars: ◆◆◆ — [1213, 2076, 1245, 2086]
news-brief — [232, 1375, 405, 1520]
news-brief-stars: ◆◆◆ — [1213, 1790, 1245, 1800]
news-brief — [955, 1676, 1128, 1821]
news-brief-number: 19 — [926, 1680, 947, 1697]
paragraph: اختيار ڪيا. يورپ ۾ سماجي ڀلائي واري رياست جو تصور به سوشلسٽ فڪر جي اثر هيٺ پيدا ٿيو. اسڪينڊينيوين ملڪن ۾ مفت تعليم، صحت ۽ سماجي تحفظ جا ادارا سوشلزم ۽ جمهوريت جي ميلاپ جو مثال آهن. موجوده حالتن ۾ جڏهن دنيا موسمياتي تبديلي، غربت ۽ عدم مساوات جهڙن مسئلن کي منهن ڏئي رهي آهي ته سوشلسٽ فڪر هڪ ڀيرو ٻيهر بحث جو مرڪز بڻجي رهيو آهي. — [312, 257, 564, 365]
news-brief-tag: ٻاهري — [884, 1529, 922, 1546]
news-brief-number: 03 — [203, 1545, 225, 1561]
second-article-col-4 — [45, 813, 297, 1208]
news-brief-stars: ◆◆◆ — [1393, 1504, 1426, 1514]
news-brief-number: 24 — [745, 1665, 767, 1682]
news-brief-number: 02 — [203, 1379, 225, 1396]
news-brief-stars: ◆◆◆ — [309, 1818, 342, 1829]
paragraph: مارڪس جي معاشي تجزيي موجب سرمائيداري نظام پنهنجي اندر تضاد رکي ٿو. نفعي جي لالچ وڏين ڪمپنين کي وڌيڪ طاقتور بڻائي ٿي ۽ مزدور جي اجرت گهٽ رهي ٿي. اڄ جي عالمي معيشت ۾ به اهو ساڳيو منظر نظر اچي ٿو جتي دولت جو وڏو حصو ٿورن هٿن ۾ گڏ ٿي ويو آهي ۽ غريب ملڪن ۾ بيروزگاري، مهانگائي ۽ قرضن جو بار وڌي رهيو آهي. — [847, 430, 1099, 538]
news-brief — [52, 1225, 225, 1370]
news-brief-number: 04 — [1467, 1968, 1489, 1985]
news-brief-tag: ٻاهري — [342, 1379, 380, 1396]
main-article-col-1 — [847, 177, 1099, 713]
paragraph: دانشورن جو چوڻ آهي ته گرُز پُراڻ جو اصل مقصد انسان کي نيڪي ۽ اخلاق جي تعليم ڏيڻ آهي ته جيئن هو زندگي ۾ سچائي، رحمدلي ۽ انصاف جي واٽ تي هلي. هن گرنٿ جو مطالعو اسان کي قديم هندستاني سماج جي عقيدن، رسمن ۽ فڪري لاڙن کي سمجهڻ ۾ مدد ڏئي ٿو. — [312, 916, 564, 992]
news-brief-number: 02 — [1467, 1667, 1489, 1684]
news-brief-header — [52, 1375, 225, 1400]
news-brief-stars: ◆◆◆ — [129, 1848, 162, 1859]
news-brief-tag: ٻاهري — [342, 1228, 380, 1245]
news-brief-tag: ٻاهري — [884, 1228, 922, 1245]
editor-label: ايڊيٽر صنم علي — [1163, 54, 1272, 71]
news-brief-stars: ◆◆◆ — [1213, 1504, 1245, 1514]
news-brief-text: شڪارپور: پوليس ڏوهارين خلاف آپريشن ڪري ڪيترن ئي گهربل ملزمن کي گرفتار ڪري ورتو. ڪراچي: صوبائي حڪومت اعلان ڪيو آهي ته 2026-27 جي مالي سال لاءِ تعليم ۽ صحت جي بجيٽ ۾ واڌ ڪئي ويندي. ٿرپارڪر: ڏڪار جهڙي صورتحال سبب مالدارن کي چاري ۽ پاڻي جي کوٽ جو سامنو آهي. — [413, 1838, 586, 1955]
section-divider — [41, 1219, 1102, 1220]
news-brief-header — [1135, 1934, 1308, 1958]
news-brief-tag: ٻاهري — [704, 1228, 741, 1245]
paragraph: وفاقي نائين وزير خزانه هر سال وانگر هن سال به قومي اقتصادي سروي جاري ڪئي جنهن ۾ معيشت جي ترقي، مهانگائي جي گهٽتائي ۽ ٻاهرين سيڙپڪاري ۾ واڌ جون دعوائون ڪيون ويون آهن. سرڪاري انگن اکرن موجب مجموعي قومي پيداوار (GDP) جي واڌ جي شرح گذريل سال جي ڀيٽ ۾ بهتر رهي آهي ۽ افراط زر جي شرح ۾ به گهٽتائي آئي آهي. — [1121, 816, 1482, 892]
publisher-line: آن پبلشر — [1446, 206, 1481, 216]
address-line: مين بلوچ ريجيون سو پرنٽرس ڪان — [1149, 87, 1285, 98]
news-brief-stars: ◆◆◆ — [490, 1818, 523, 1829]
news-brief-number: 27 — [564, 1379, 586, 1396]
news-brief-text: ميرپورخاص: سرڪاري اسپتال ۾ نئين ڊائلاسز يونٽ جو افتتاح ڪيو ويو جنهن سان مريضن کي سهولت ملندي. ٿرپارڪر: ڏڪار جهڙي صورتحال سبب مالدارن کي چاري ۽ پاڻي جي کوٽ جو سامنو آهي. جيڪب آباد: شديد گرمي سبب شهر ۾ لوڊشيڊنگ جو دورانيو وڌي ويو آهي، شهرين احتجاج ڪيو. — [413, 1251, 586, 1368]
news-brief-header — [955, 1225, 1128, 1249]
news-brief-text: لاڙڪاڻو: تعليمي بورڊ انٽرميڊيٽ امتحانن جا نتيجا جاري ڪري ڇڏيا، ڪاميابي جي شرح 72 سيڪڙو رهي. شڪارپور: پوليس ڏوهارين خلاف آپريشن ڪري ڪيترن ئي گهربل ملزمن کي گرفتار ڪري ورتو. ميرپورخاص: سرڪاري اسپتال ۾ نئين ڊائلاسز يونٽ جو افتتاح ڪيو ويو جنهن سان مريضن کي سهولت ملندي. — [594, 1537, 767, 1654]
news-brief-tag: ٻاهري — [884, 1846, 922, 1862]
news-brief-text: نوابشاهه: ڪپهه جي فصل تي سفيد مک جي حملي سبب آبادگارن ۾ ڳڻتي پکڙجي وئي آهي. سانگهڙ: زرعي يونيورسٽي ۾ جديد زراعت بابت سيمينار منعقد ٿيو جنهن ۾ ماهرن شرڪت ڪئي. بدين: رستن جي خراب حالت سبب عوام کي سفر ۾ سخت مشڪلاتن کي منهن ڏيڻو پئجي رهيو آهي. — [1135, 1674, 1308, 1776]
